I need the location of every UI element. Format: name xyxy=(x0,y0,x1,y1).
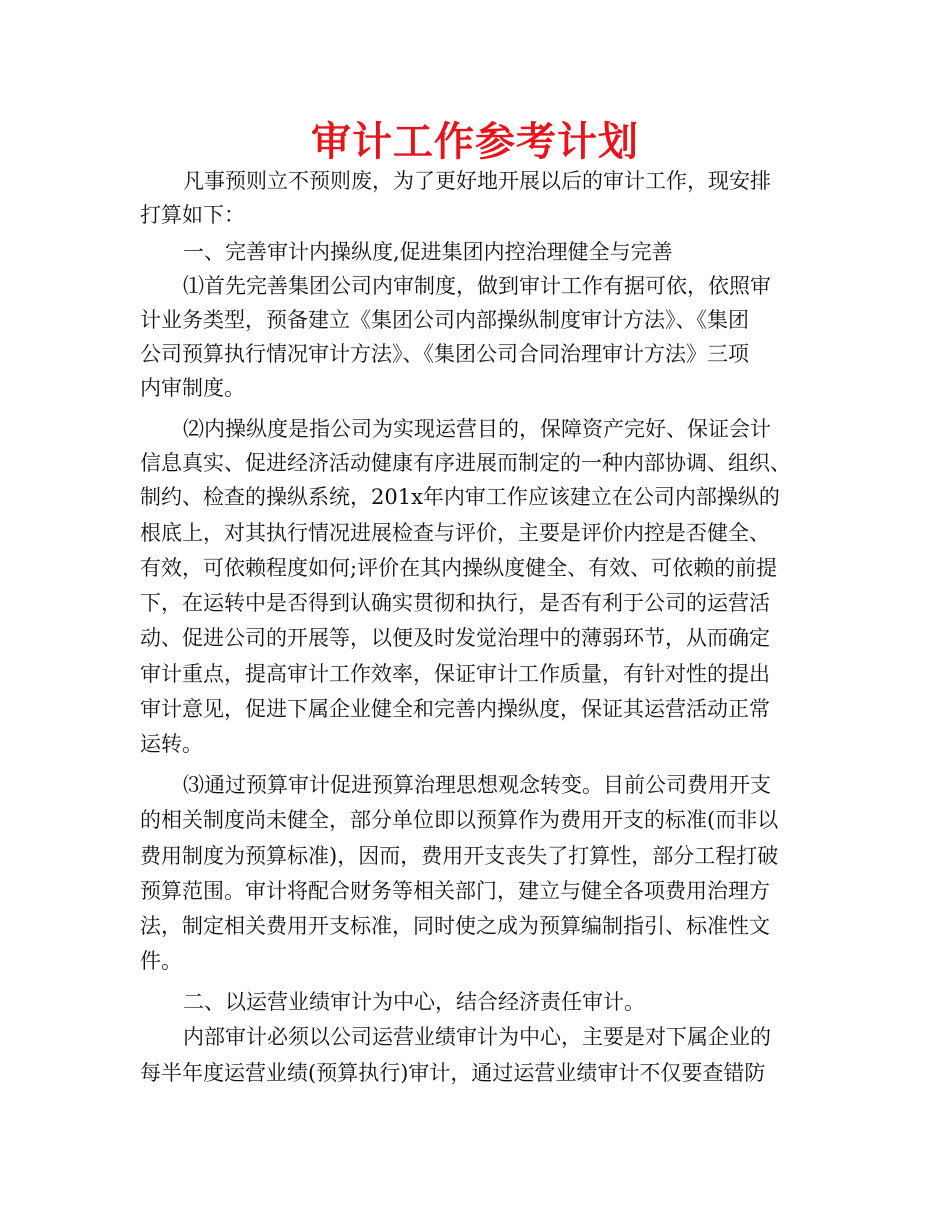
paragraph-line: 的相关制度尚未健全，部分单位即以预算作为费用开支的标准(而非以 xyxy=(140,808,779,832)
section-heading-1: 一、完善审计内操纵度,促进集团内控治理健全与完善 xyxy=(183,240,673,264)
paragraph-line: 审计重点，提高审计工作效率，保证审计工作质量，有针对性的提出 xyxy=(140,662,770,686)
paragraph-line: 内部审计必须以公司运营业绩审计为中心，主要是对下属企业的 xyxy=(183,1025,771,1049)
paragraph-line: 打算如下： xyxy=(140,203,245,227)
section-heading-2: 二、以运营业绩审计为中心，结合经济责任审计。 xyxy=(183,990,645,1014)
paragraph-line: 根底上，对其执行情况进展检查与评价，主要是评价内控是否健全、 xyxy=(140,521,770,545)
paragraph-line: 公司预算执行情况审计方法》、《集团公司合同治理审计方法》三项 xyxy=(140,342,749,366)
paragraph-line: 审计意见，促进下属企业健全和完善内操纵度，保证其运营活动正常 xyxy=(140,697,770,721)
paragraph-line: 凡事预则立不预则废，为了更好地开展以后的审计工作，现安排 xyxy=(183,169,771,193)
paragraph-line: 有效，可依赖程度如何;评价在其内操纵度健全、有效、可依赖的前提 xyxy=(140,556,778,580)
paragraph-line: ⑴首先完善集团公司内审制度，做到审计工作有据可依，依照审 xyxy=(183,274,771,298)
paragraph-line: 下，在运转中是否得到认确实贯彻和执行，是否有利于公司的运营活 xyxy=(140,591,770,615)
paragraph-line: 费用制度为预算标准)，因而，费用开支丧失了打算性，部分工程打破 xyxy=(140,844,779,868)
paragraph-line: 内审制度。 xyxy=(140,376,245,400)
document-title: 审计工作参考计划 xyxy=(311,119,639,165)
paragraph-line: 法，制定相关费用开支标准，同时使之成为预算编制指引、标准性文 xyxy=(140,914,770,938)
paragraph-line: 件。 xyxy=(140,949,182,973)
paragraph-line: ⑵内操纵度是指公司为实现运营目的，保障资产完好、保证会计 xyxy=(183,417,771,441)
paragraph-line: 制约、检查的操纵系统，201x年内审工作应该建立在公司内部操纵的 xyxy=(140,485,780,509)
paragraph-line: 预算范围。审计将配合财务等相关部门，建立与健全各项费用治理方 xyxy=(140,879,770,903)
paragraph-line: 信息真实、促进经济活动健康有序进展而制定的一种内部协调、组织、 xyxy=(140,451,791,475)
paragraph-line: 每半年度运营业绩(预算执行)审计，通过运营业绩审计不仅要查错防 xyxy=(140,1061,766,1085)
paragraph-line: ⑶通过预算审计促进预算治理思想观念转变。目前公司费用开支 xyxy=(183,773,771,797)
paragraph-line: 动、促进公司的开展等，以便及时发觉治理中的薄弱环节，从而确定 xyxy=(140,626,770,650)
paragraph-line: 计业务类型，预备建立《集团公司内部操纵制度审计方法》、《集团 xyxy=(140,308,749,332)
paragraph-line: 运转。 xyxy=(140,732,203,756)
